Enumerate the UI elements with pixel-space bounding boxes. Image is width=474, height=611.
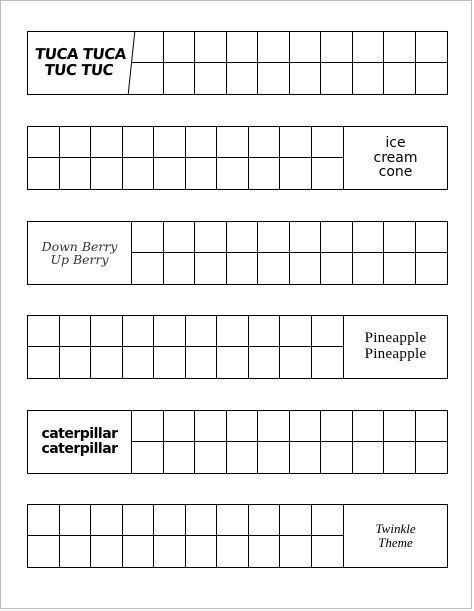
beat-cell[interactable] [217, 158, 249, 189]
beat-cell[interactable] [186, 347, 218, 378]
beat-cell[interactable] [217, 127, 249, 158]
beat-cell[interactable] [353, 63, 385, 94]
beat-cell[interactable] [28, 505, 60, 536]
beat-cell[interactable] [312, 158, 344, 189]
beat-cell[interactable] [416, 63, 448, 94]
beat-cell[interactable] [227, 32, 259, 63]
beat-cell[interactable] [164, 32, 196, 63]
beat-cell[interactable] [195, 63, 227, 94]
beat-cell[interactable] [28, 158, 60, 189]
label-line: Pineapple [364, 330, 427, 347]
beat-cell[interactable] [416, 32, 448, 63]
beat-cell[interactable] [164, 253, 196, 284]
beat-grid [28, 505, 343, 567]
beat-cell[interactable] [154, 127, 186, 158]
beat-cell[interactable] [312, 316, 344, 347]
label-line: caterpillar [41, 426, 118, 443]
beat-cell[interactable] [91, 347, 123, 378]
beat-cell[interactable] [290, 442, 322, 473]
beat-cell[interactable] [217, 536, 249, 567]
beat-cell[interactable] [195, 411, 227, 442]
beat-cell[interactable] [28, 347, 60, 378]
beat-cell[interactable] [132, 222, 164, 253]
beat-cell[interactable] [123, 347, 155, 378]
strip-label-ice-cream-cone [343, 127, 447, 189]
beat-cell[interactable] [416, 411, 448, 442]
strip-label-pineapple [343, 316, 447, 378]
beat-cell[interactable] [164, 411, 196, 442]
beat-cell[interactable] [384, 411, 416, 442]
beat-cell[interactable] [91, 505, 123, 536]
beat-cell[interactable] [416, 442, 448, 473]
beat-cell[interactable] [258, 253, 290, 284]
beat-cell[interactable] [290, 32, 322, 63]
rhythm-strip-1 [27, 31, 448, 95]
beat-cell[interactable] [321, 222, 353, 253]
beat-cell[interactable] [249, 347, 281, 378]
beat-grid [132, 222, 447, 284]
beat-cell[interactable] [280, 127, 312, 158]
beat-grid [132, 32, 447, 94]
beat-cell[interactable] [195, 32, 227, 63]
beat-cell[interactable] [321, 32, 353, 63]
beat-cell[interactable] [195, 253, 227, 284]
beat-cell[interactable] [280, 536, 312, 567]
beat-cell[interactable] [258, 222, 290, 253]
beat-cell[interactable] [384, 253, 416, 284]
beat-cell[interactable] [186, 127, 218, 158]
label-line: cone [378, 164, 413, 181]
beat-cell[interactable] [91, 158, 123, 189]
beat-cell[interactable] [123, 536, 155, 567]
rhythm-strip-3 [27, 221, 448, 285]
rhythm-strip-4 [27, 315, 448, 379]
beat-cell[interactable] [321, 253, 353, 284]
beat-cell[interactable] [312, 505, 344, 536]
beat-cell[interactable] [249, 536, 281, 567]
beat-grid [28, 316, 343, 378]
beat-cell[interactable] [217, 505, 249, 536]
beat-grid [28, 127, 343, 189]
beat-cell[interactable] [321, 442, 353, 473]
label-line: TUC TUC [43, 61, 114, 79]
beat-cell[interactable] [154, 505, 186, 536]
strip-label-down-berry [28, 222, 132, 284]
beat-cell[interactable] [217, 347, 249, 378]
strip-label-twinkle-theme [343, 505, 447, 567]
beat-cell[interactable] [123, 505, 155, 536]
beat-cell[interactable] [258, 63, 290, 94]
beat-cell[interactable] [154, 158, 186, 189]
label-line: caterpillar [41, 441, 118, 457]
beat-cell[interactable] [132, 442, 164, 473]
beat-cell[interactable] [186, 536, 218, 567]
beat-cell[interactable] [353, 32, 385, 63]
beat-cell[interactable] [195, 222, 227, 253]
beat-cell[interactable] [280, 316, 312, 347]
beat-cell[interactable] [312, 536, 344, 567]
beat-cell[interactable] [28, 316, 60, 347]
beat-cell[interactable] [258, 411, 290, 442]
label-line: ice [385, 134, 406, 151]
beat-cell[interactable] [60, 347, 92, 378]
beat-cell[interactable] [123, 158, 155, 189]
beat-cell[interactable] [164, 442, 196, 473]
beat-cell[interactable] [290, 222, 322, 253]
beat-cell[interactable] [280, 505, 312, 536]
beat-cell[interactable] [258, 442, 290, 473]
beat-cell[interactable] [227, 63, 259, 94]
beat-cell[interactable] [384, 63, 416, 94]
strip-label-tuca-tuca [25, 32, 136, 94]
rhythm-strip-2 [27, 126, 448, 190]
beat-cell[interactable] [353, 253, 385, 284]
beat-cell[interactable] [312, 347, 344, 378]
beat-cell[interactable] [227, 411, 259, 442]
beat-cell[interactable] [353, 411, 385, 442]
beat-cell[interactable] [321, 63, 353, 94]
beat-cell[interactable] [249, 158, 281, 189]
beat-cell[interactable] [164, 63, 196, 94]
beat-cell[interactable] [123, 316, 155, 347]
beat-cell[interactable] [60, 158, 92, 189]
beat-cell[interactable] [290, 253, 322, 284]
beat-cell[interactable] [416, 222, 448, 253]
beat-cell[interactable] [186, 316, 218, 347]
beat-cell[interactable] [290, 411, 322, 442]
beat-cell[interactable] [280, 158, 312, 189]
rhythm-strip-6 [27, 504, 448, 568]
beat-cell[interactable] [321, 411, 353, 442]
beat-cell[interactable] [164, 222, 196, 253]
beat-cell[interactable] [28, 127, 60, 158]
beat-cell[interactable] [91, 536, 123, 567]
beat-cell[interactable] [312, 127, 344, 158]
beat-cell[interactable] [154, 316, 186, 347]
beat-cell[interactable] [132, 63, 164, 94]
beat-cell[interactable] [227, 253, 259, 284]
label-line: TUCA TUCA [34, 45, 127, 64]
label-line: Twinkle [375, 521, 416, 537]
beat-cell[interactable] [154, 536, 186, 567]
beat-cell[interactable] [132, 411, 164, 442]
beat-cell[interactable] [384, 442, 416, 473]
beat-cell[interactable] [123, 127, 155, 158]
beat-cell[interactable] [227, 442, 259, 473]
beat-cell[interactable] [154, 347, 186, 378]
label-line: cream [373, 149, 418, 166]
beat-cell[interactable] [227, 222, 259, 253]
beat-grid [132, 411, 447, 473]
beat-cell[interactable] [217, 316, 249, 347]
beat-cell[interactable] [353, 442, 385, 473]
strip-label-caterpillar [28, 411, 132, 473]
beat-cell[interactable] [353, 222, 385, 253]
beat-cell[interactable] [91, 316, 123, 347]
beat-cell[interactable] [60, 536, 92, 567]
beat-cell[interactable] [249, 505, 281, 536]
label-line: Pineapple [364, 346, 427, 362]
beat-cell[interactable] [290, 63, 322, 94]
beat-cell[interactable] [186, 158, 218, 189]
beat-cell[interactable] [60, 316, 92, 347]
rhythm-strip-5 [27, 410, 448, 474]
beat-cell[interactable] [132, 32, 164, 63]
beat-cell[interactable] [91, 127, 123, 158]
beat-cell[interactable] [195, 442, 227, 473]
beat-cell[interactable] [384, 222, 416, 253]
label-line: Up Berry [50, 252, 109, 267]
beat-cell[interactable] [384, 32, 416, 63]
beat-cell[interactable] [249, 316, 281, 347]
beat-cell[interactable] [132, 253, 164, 284]
beat-cell[interactable] [258, 32, 290, 63]
beat-cell[interactable] [416, 253, 448, 284]
beat-cell[interactable] [28, 536, 60, 567]
beat-cell[interactable] [60, 127, 92, 158]
label-line: Down Berry [41, 238, 118, 254]
beat-cell[interactable] [280, 347, 312, 378]
label-line: Theme [378, 535, 413, 550]
beat-cell[interactable] [60, 505, 92, 536]
beat-cell[interactable] [249, 127, 281, 158]
beat-cell[interactable] [186, 505, 218, 536]
